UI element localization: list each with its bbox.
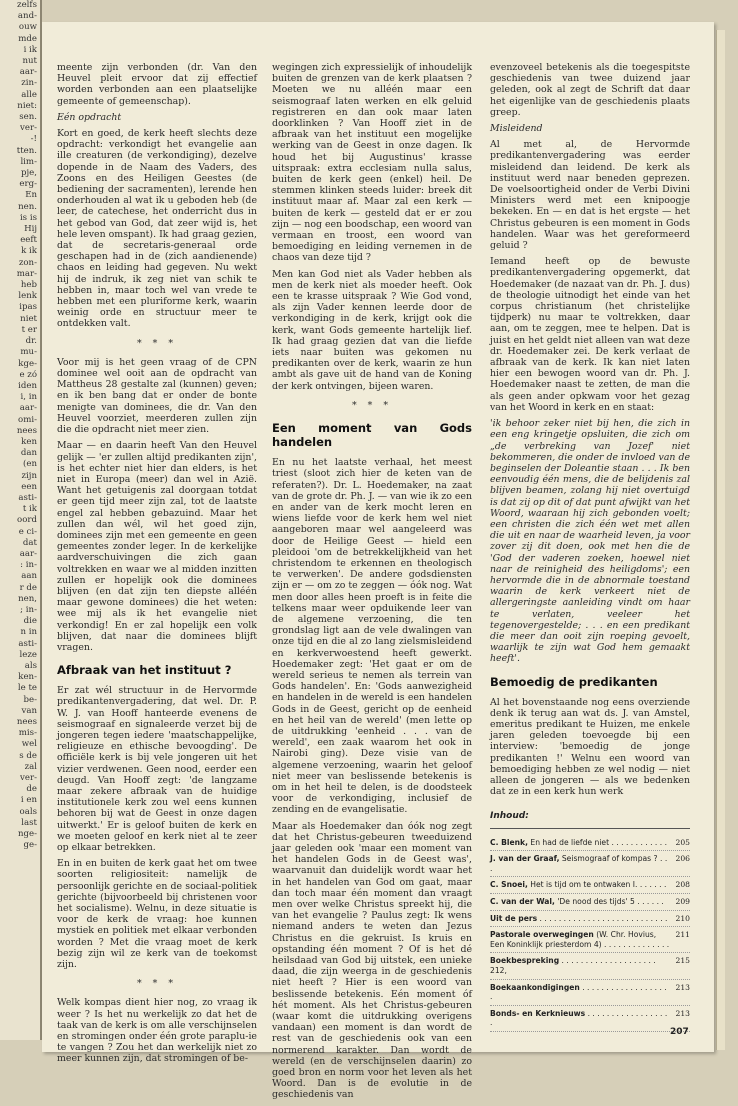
edge-text-fragment: last bbox=[21, 817, 37, 828]
section-divider: * * * bbox=[351, 399, 393, 411]
edge-text-fragment: s de bbox=[19, 750, 37, 761]
toc-entry-page: 213 bbox=[675, 1008, 690, 1018]
toc-entry bbox=[490, 835, 690, 852]
edge-text-fragment: tten. bbox=[16, 145, 37, 156]
toc-heading: Inhoud: bbox=[490, 811, 529, 821]
paragraph: Er zat wél structuur in de Hervormde predikantenvergadering, dat wel. Dr. P. W. J. van Hooff hanteerde evenens de seismograaf en signaleerde verzet bij de jongeren tegen iedere 'maatschappelijke, religieuze en ethische bevoogding'. De officiële kerk is bij vele jongeren uit het vizier verdwenen. Geen nood, eerder een deugd. Van Hooff zegt: 'de langzame maar zekere afbraak van de huidige institutionele kerk zou wel eens kunnen behoren bij wat de Geest in onze dagen uitwerkt.' Er is geloof buiten de kerk en we moeten geloof en kerk niet al te zeer op elkaar betrekken. bbox=[57, 685, 257, 853]
paragraph: evenzoveel betekenis als die toegespitste geschiedenis van twee duizend jaar geleden, ook al zegt de Schrift dat daar het eigenlijke van de geschiedenis plaats greep. bbox=[490, 62, 690, 118]
edge-text-fragment: niet: bbox=[17, 100, 37, 111]
paragraph: meente zijn verbonden (dr. Van den Heuvel pleit ervoor dat zij effectief worden verbonden aan een plaatselijke gemeente of gemeenschap). bbox=[57, 62, 257, 107]
edge-text-fragment: nge- bbox=[17, 829, 37, 840]
toc-entry-page: 211 bbox=[675, 930, 690, 940]
edge-text-fragment: mar- bbox=[16, 268, 37, 279]
toc-entry-author: J. van der Graaf, bbox=[490, 854, 560, 864]
edge-text-fragment: de bbox=[26, 784, 37, 795]
edge-text-fragment: i ik bbox=[23, 44, 37, 55]
section-divider: * * * bbox=[136, 337, 178, 349]
subheading-misleidend: Misleidend bbox=[490, 123, 543, 135]
edge-text-fragment: n in bbox=[20, 627, 37, 638]
previous-page-edge bbox=[0, 0, 42, 1040]
toc-entry-author: C. van der Wal, bbox=[490, 896, 555, 906]
edge-text-fragment: wel bbox=[21, 739, 37, 750]
edge-text-fragment: nees bbox=[16, 425, 37, 436]
edge-text-fragment: t ik bbox=[22, 504, 37, 515]
toc-entry-author: Uit de pers bbox=[490, 913, 538, 923]
toc-entry-title: En had de liefde niet . . . . . . . . . . . . bbox=[527, 837, 668, 847]
edge-text-fragment: sen. bbox=[19, 112, 37, 123]
edge-text-fragment: En bbox=[25, 190, 37, 201]
toc-entry bbox=[490, 894, 690, 911]
edge-text-fragment: van bbox=[21, 705, 37, 716]
paragraph: Voor mij is het geen vraag of de CPN dominee wel ooit aan de opdracht van Mattheus 28 gestalte zal (kunnen) geven; en ik ben bang dat er onder de bonte menigte van dominees, die dr. Van den Heuvel voorziet, meerderen zullen zijn die die opdracht niet meer zien. bbox=[57, 356, 257, 436]
edge-text-fragment: kge- bbox=[18, 358, 37, 369]
toc-entry-title: Seismograaf of kompas ? . . . bbox=[490, 854, 668, 873]
toc-entry-title: 'De nood des tijds' 5 . . . . . . bbox=[554, 896, 664, 906]
paragraph: Iemand heeft op de bewuste predikantenvergadering opgemerkt, dat Hoedemaker (de nazaat van dr. Ph. J. dus) de theologie uitnodigt het einde van het corpus christianum (het christelijke tijdperk) nu maar te voltrekken, daar aan, om te zeggen, mee te helpen. Dat is juist en het geldt niet alleen van wat deze dr. Hoedemaker zei. De kerk verlaat de afbraak van de kerk. Ik kan niet laten hier een bewogen woord van dr. Ph. J. Hoedemaker naast te zetten, de man die als geen ander opkwam voor het gezag van het Woord in kerk en en staat: bbox=[490, 256, 690, 413]
edge-text-fragment: nen. bbox=[18, 201, 37, 212]
edge-text-fragment: aar- bbox=[19, 403, 37, 414]
edge-text-fragment: e zó bbox=[19, 369, 37, 380]
edge-text-fragment: k ik bbox=[21, 246, 37, 257]
paragraph: Maar als Hoedemaker dan óók nog zegt dat het Christus-gebeuren tweeduizend jaar geleden ook 'maar een moment van het handelen Gods in de Geest was', waarvanuit dan duidelijk wordt waar het in het handelen van God om gaat, maar dan toch maar één moment dan vraagt men over welke Christus spreekt hij, die van het evangelie ? Paulus zegt: Ik wens niemand anders te weten dan Jezus Christus en die gekruist. Is kruis en opstanding één moment ? Of is het dé heilsdaad van God bij uitstek, een unieke daad, die zijn weerga in de geschiedenis niet heeft ? Hier is een woord van beslissende betekenis. Eén moment óf hét moment. Als het Christus-gebeuren (waar komt die uitdrukking overigens vandaan) een moment is dan wordt de rest van de geschiedenis ook van een normerend karakter. Dan wordt de wereld (en de verschijnselen daarin) zo goed bron en norm voor het leven als het Woord. Dan is de evolutie in de geschiedenis van bbox=[272, 820, 472, 1101]
paragraph: Men kan God niet als Vader hebben als men de kerk niet als moeder heeft. Ook een te krasse uitspraak ? Wie God vond, als zijn Vader kennen leerde door de verkondiging in de kerk, krijgt ook die kerk, want Gods gemeente hartelijk lief. Ik had graag gezien dat van die liefde iets naar buiten was gekomen nu predikanten over de kerk, waarin ze hun ambt als gave uit de hand van de Koning der kerk ontvingen, bijeen waren. bbox=[272, 268, 472, 392]
edge-text-fragment: is is bbox=[19, 212, 37, 223]
column-3 bbox=[490, 62, 690, 802]
edge-text-fragment: heb bbox=[20, 280, 37, 291]
edge-text-fragment: ver- bbox=[20, 123, 37, 134]
edge-text-fragment: die bbox=[23, 616, 37, 627]
toc-entry-page: 215 bbox=[675, 956, 690, 966]
toc-entry-title: (W. Chr. Hovius, Een Koninklijk priesterdom 4) . . . . . . . . . . . . . . bbox=[490, 930, 670, 949]
edge-text-fragment: dr. bbox=[25, 336, 37, 347]
toc-entry bbox=[490, 877, 690, 894]
edge-text-fragment: ver- bbox=[20, 773, 37, 784]
toc-entry bbox=[490, 1006, 690, 1032]
edge-text-fragment: r de bbox=[19, 582, 37, 593]
edge-text-fragment: t er bbox=[21, 324, 37, 335]
edge-text-fragment: dat bbox=[22, 537, 37, 548]
toc-entry-title: . . . . . . . . . . . . . . . . . . bbox=[490, 1008, 668, 1028]
toc-entry-page: 208 bbox=[675, 880, 690, 890]
edge-text-fragment: zin- bbox=[21, 78, 37, 89]
paragraph: Al het bovenstaande nog eens overziende denk ik terug aan wat ds. J. van Amstel, emeritus predikant te Huizen, me enkele jaren geleden toevoegde bij een interview: 'bemoedig de jonge predikanten !' Welnu een woord van bemoediging hebben ze wel nodig — niet alleen de jongeren — als we bedenken dat ze in een kerk hun werk bbox=[490, 696, 690, 798]
edge-text-fragment: : in- bbox=[20, 560, 37, 571]
edge-text-fragment: ge- bbox=[23, 840, 37, 851]
edge-text-fragment: ken- bbox=[18, 672, 37, 683]
toc-entry-author: C. Blenk, bbox=[490, 837, 528, 847]
toc-entry bbox=[490, 851, 690, 877]
paragraph: Al met al, de Hervormde predikantenvergadering was eerder misleidend dan leidend. De kerk als instituut werd naar beneden geprezen. De voelsoortigheid onder de Verbi Divini Ministers werd met een knipoogje bekeken. En — en dat is het ergste — het Christus gebeuren is een moment in Gods handelen. Waar was het gereformeerd geluid ? bbox=[490, 139, 690, 252]
toc-entry-page: 210 bbox=[675, 913, 690, 923]
heading-moment-gods-handelen: Een moment van Gods handelen bbox=[272, 421, 472, 450]
edge-text-fragment: ; in- bbox=[20, 604, 37, 615]
edge-text-fragment: e ci- bbox=[18, 526, 37, 537]
toc-entry-author: Boekbespreking bbox=[490, 956, 560, 966]
heading-afbraak: Afbraak van het instituut ? bbox=[57, 663, 232, 678]
edge-text-fragment: lim- bbox=[20, 156, 37, 167]
toc-entry-author: C. Snoei, bbox=[490, 880, 528, 890]
edge-text-fragment: lenk bbox=[18, 291, 37, 302]
heading-bemoedig: Bemoedig de predikanten bbox=[490, 674, 658, 689]
toc-entry-title: Het is tijd om te ontwaken I. . . . . . . bbox=[527, 880, 667, 890]
edge-text-fragment: zon- bbox=[18, 257, 37, 268]
edge-text-fragment: eeft bbox=[20, 235, 37, 246]
paragraph: Kort en goed, de kerk heeft slechts deze opdracht: verkondigt het evangelie aan ille creaturen (de verkondiging), dezelve dopende in de Naam des Vaders, des Zoons en des Heiligen Geestes (de bediening der sacramenten), lerende hen onderhouden al wat ik u geboden heb (de leer, de catechese, het onderricht dus in het gebod van God, dat zeer wijd is, het hele leven omspant). Ik had graag gezien, dat de secretaris-generaal orde geschapen had in de (zich aandienende) chaos en leiding had gegeven. Nu wekt hij de indruk, ik zeg niet van schik te hebben in, maar toch wel van vrede te hebben met een pluriforme kerk, waarin weinig orde en structuur meer te ontdekken valt. bbox=[57, 128, 257, 330]
toc-entry-page: 205 bbox=[675, 837, 690, 847]
edge-text-fragment: niet bbox=[20, 313, 37, 324]
edge-text-fragment: mde bbox=[18, 33, 37, 44]
edge-text-fragment: mu- bbox=[20, 347, 37, 358]
toc-entry-title: . . . . . . . . . . . . . . . . . . . . 212, bbox=[490, 956, 656, 975]
edge-text-fragment: nen, bbox=[18, 593, 37, 604]
edge-text-fragment: ouw bbox=[18, 22, 37, 33]
column-1 bbox=[57, 62, 257, 1070]
edge-text-fragment: aar- bbox=[19, 548, 37, 559]
toc-entry bbox=[490, 927, 690, 953]
edge-text-fragment: aar- bbox=[19, 67, 37, 78]
edge-text-fragment: iden bbox=[18, 380, 37, 391]
edge-text-fragment: omi- bbox=[18, 414, 37, 425]
toc-entry-title: . . . . . . . . . . . . . . . . . . . . . . . . . . . bbox=[537, 913, 668, 923]
toc-entry bbox=[490, 953, 690, 979]
edge-text-fragment: een bbox=[21, 481, 37, 492]
edge-text-fragment: ken bbox=[21, 436, 37, 447]
edge-text-fragment: i, in bbox=[20, 392, 37, 403]
page-number: 207 bbox=[670, 1027, 689, 1037]
edge-text-fragment: ipas bbox=[19, 302, 37, 313]
edge-text-fragment: asti- bbox=[18, 638, 37, 649]
paragraph: wegingen zich expressielijk of inhoudelijk buiten de grenzen van de kerk plaatsen ? Moeten we nu alléén maar een seismograaf laten werken en elk geluid registreren en dan ook maar laten doorklinken ? Van Hooff ziet in de afbraak van het instituut een mogelijke werking van de Geest in onze dagen. Ik houd het bij Augustinus' krasse uitspraak: extra ecclesiam nulla salus, buiten de kerk geen (enkel) heil. De stemmen klinken steeds luider: breek dit instituut maar af. Maar zal een kerk — buiten de kerk — gesteld dat er er zou zijn — nog een boodschap, een woord van vermaan en troost, een woord van bemoediging en leiding vernemen in de chaos van deze tijd ? bbox=[272, 62, 472, 264]
edge-text-fragment: dan bbox=[20, 448, 37, 459]
edge-text-fragment: nees bbox=[16, 717, 37, 727]
edge-text-fragment: be- bbox=[23, 694, 37, 705]
toc-entry-author: Boekaankondigingen bbox=[490, 982, 580, 992]
toc-entry-author: Bonds- en Kerknieuws bbox=[490, 1008, 586, 1018]
edge-text-fragment: and- bbox=[17, 11, 37, 22]
paragraph: En nu het laatste verhaal, het meest triest (sloot zich hier de keten van de referaten?). Dr. L. Hoedemaker, na zaat van de grote dr. Ph. J. — van wie ik zo een en ander van de kerk mocht leren en wiens liefde voor de kerk hem wel niet aangeboren maar wel aangeleerd was door de Heilige Geest — hield een pleidooi 'om de betrekkelijkheid van het christendom te erkennen en theologisch te verwerken'. De andere godsdiensten zijn er — om zo te zeggen — óók nog. Wat men door alles heen proeft is in feite die telkens maar weer opduikende leer van de algemene verzoening, die ten grondslag ligt aan de vele dwalingen van onze tijd en die al zo lang zielsmisleidend en kerkverwoestend heeft gewerkt. Hoedemaker zegt: 'Het gaat er om de wereld serieus te nemen als terrein van Gods handelen'. En: 'Gods aanwezigheid en handelen in de wereld is een handelen Gods in de Geest, gericht op de eenheid en het heil van de wereld' (men lette op de uitdrukking 'eenheid . . . van de wereld', een zaak waarom het ook in Nairobi ging). Deze visie van de algemene verzoening, waarin het geloof niet meer van beslissende betekenis is om in het heil te delen, is de doodsteek voor de verkondiging, inclusief de zending en de evangelisatie. bbox=[272, 457, 472, 816]
edge-text-fragment: asti- bbox=[18, 492, 37, 503]
toc-entry-page: 206 bbox=[675, 854, 690, 864]
edge-text-fragment: mis- bbox=[18, 728, 37, 739]
table-of-contents bbox=[490, 812, 690, 1032]
edge-text-fragment: zal bbox=[24, 761, 37, 772]
quotation: 'ik behoor zeker niet bij hen, die zich in een eng kringetje opsluiten, die zich om „de verbreking van Jozef' niet bekommeren, die onder de invloed van de beginselen der Doleantie staan . . . Ik ben eenvoudig één mens, die de belijdenis zal blijven beamen, zolang hij niet overtuigd is dat zij op dit of dat punt afwijkt van het Woord, waaraan hij zich gebonden voelt; een christen die zich één wet met allen die uit en naar de waarheid leven, ja voor zover zij dit doen, ook met hen die de 'God der vaderen zoeken, hoewel niet naar de reinigheid des heiligdoms'; een hervormde die in de abnormale toestand waarin de kerk verkeert niet de allergeringste aanleiding vindt om haar te verlaten, veeleer het tegenovergestelde; . . . en een predikant die meer dan ooit zijn roeping gevoelt, waarlijk te zijn wat God hem gemaakt heeft'. bbox=[490, 418, 690, 665]
edge-text-fragment: oals bbox=[19, 806, 37, 817]
edge-text-fragment: le te bbox=[17, 683, 37, 694]
edge-text-fragment: zelfs bbox=[17, 0, 37, 10]
toc-entry bbox=[490, 980, 690, 1006]
edge-text-fragment: oord bbox=[17, 515, 37, 526]
edge-text-fragment: Hij bbox=[24, 224, 37, 235]
edge-text-fragment: -! bbox=[30, 134, 37, 145]
toc-entry-page: 209 bbox=[675, 896, 690, 906]
edge-text-fragment: aan bbox=[21, 571, 37, 582]
paragraph: En in en buiten de kerk gaat het om twee soorten religiositeit: namelijk de persoonlijk gerichte en de sociaal-politiek gerichte (bijvoorbeeld bij christenen voor het socialisme). Welnu, in deze situatie is voor de kerk de vraag: hoe kunnen mystiek en politiek met elkaar verbonden worden ? Met die vraag moet de kerk bezig zijn wil ze kerk van de toekomst zijn. bbox=[57, 858, 257, 971]
divider bbox=[490, 828, 690, 829]
edge-text-fragment: zijn bbox=[21, 470, 37, 481]
edge-text-fragment: alle bbox=[21, 89, 37, 100]
edge-text-fragment: als bbox=[24, 660, 37, 671]
edge-text-fragment: i en bbox=[20, 795, 37, 806]
edge-text-fragment: nut bbox=[22, 56, 37, 67]
toc-entry-page: 213 bbox=[675, 982, 690, 992]
edge-text-fragment: (en bbox=[23, 459, 37, 470]
paragraph: Maar — en daarin heeft Van den Heuvel gelijk — 'er zullen altijd predikanten zijn', is het echter niet hier dan elders, is het niet in Europa (meer) dan wel in Azië. Want het getuigenis zal doorgaan totdat er geen tijd meer zijn zal, tot de laatste engel zal hebben gebazuind. Maar het zullen dan wél, wil het goed zijn, dominees zijn met een gemeente en geen gemeentes zonder leger. In de kerkelijke aardverschuivingen die zich gaan voltrekken en waar we al midden inzitten zullen er hopelijk ook die dominees blijven (en dat zijn ten diepste alléén maar gewone dominees) die het weten: wee mij als ik het evangelie niet verkondig! En er zal hopelijk een volk blijven, dat naar die dominees blijft vragen. bbox=[57, 440, 257, 653]
magazine-page bbox=[42, 22, 714, 1101]
edge-text-fragment: pje, bbox=[21, 168, 37, 179]
toc-entry-title: . . . . . . . . . . . . . . . . . . . bbox=[490, 982, 667, 1002]
toc-entry-author: Pastorale overwegingen bbox=[490, 930, 594, 940]
column-2 bbox=[272, 62, 472, 1106]
subheading-een-opdracht: Eén opdracht bbox=[57, 111, 122, 123]
edge-text-fragment: leze bbox=[19, 649, 37, 660]
paragraph: Welk kompas dient hier nog, zo vraag ik weer ? Is het nu werkelijk zo dat het de taak van de kerk is om alle verschijnselen en stromingen onder één grote paraplu-ie te vangen ? Zou het dan werkelijk niet zo meer kunnen zijn, dat stromingen of be- bbox=[57, 997, 257, 1065]
edge-text-fragment: erg- bbox=[19, 179, 37, 190]
toc-entry bbox=[490, 911, 690, 928]
page-stack-edge bbox=[716, 30, 725, 1050]
section-divider: * * * bbox=[136, 978, 178, 990]
